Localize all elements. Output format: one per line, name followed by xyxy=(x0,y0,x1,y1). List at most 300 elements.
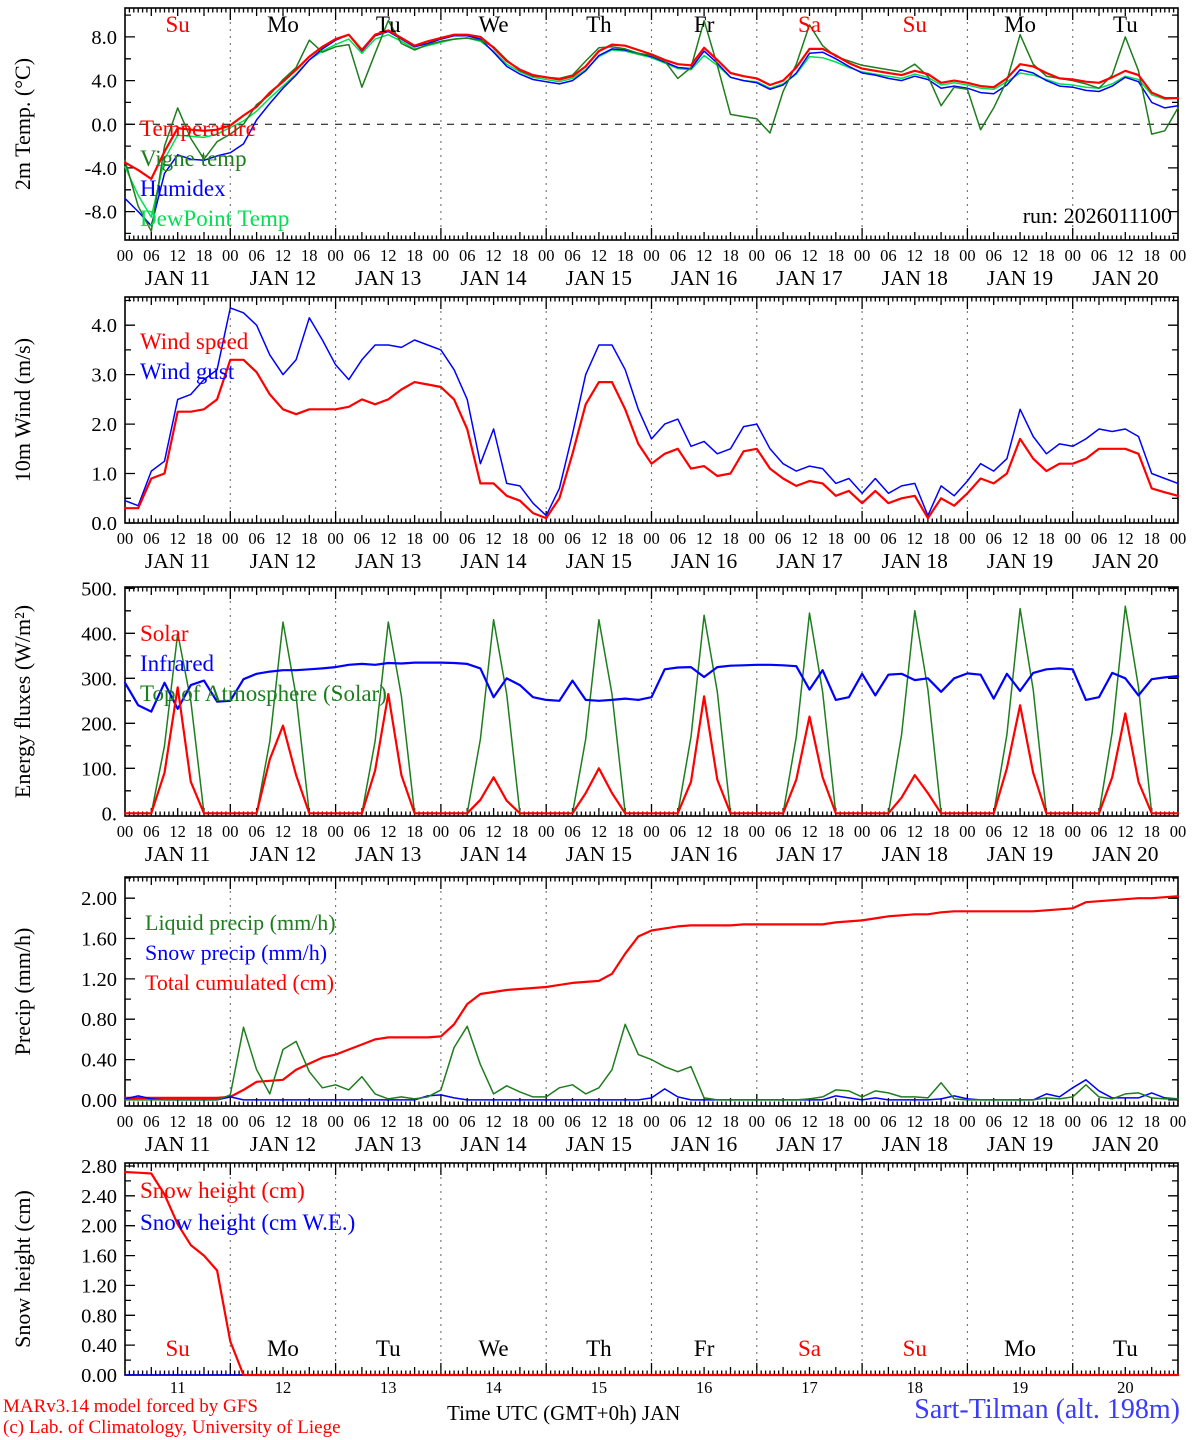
date-label: JAN 18 xyxy=(881,549,948,573)
hour-labels xyxy=(117,529,1187,548)
hour-tick-label: 12 xyxy=(1011,822,1029,841)
hour-tick-label: 00 xyxy=(748,1112,766,1131)
date-label: JAN 12 xyxy=(249,549,317,573)
hour-tick-label: 06 xyxy=(458,1112,476,1131)
hour-tick-label: 00 xyxy=(537,529,555,548)
hour-tick-label: 18 xyxy=(932,529,950,548)
hour-tick-label: 18 xyxy=(195,529,213,548)
hour-tick-label: 18 xyxy=(195,822,213,841)
hour-tick-label: 00 xyxy=(537,246,555,265)
hour-tick-label: 06 xyxy=(1090,1112,1108,1131)
y-tick-label: 2.80 xyxy=(81,1155,117,1178)
hour-tick-label: 12 xyxy=(590,822,608,841)
y-tick-labels xyxy=(81,578,117,825)
legend-wind xyxy=(140,329,249,384)
y-tick-label: 8.0 xyxy=(91,26,117,49)
y-axis-title: Energy fluxes (W/m²) xyxy=(10,604,35,799)
hour-tick-label: 06 xyxy=(248,529,265,548)
hour-tick-label: 00 xyxy=(748,246,766,265)
hour-tick-label: 00 xyxy=(1169,246,1187,265)
y-tick-label: 300. xyxy=(81,668,117,691)
date-label: JAN 20 xyxy=(1092,549,1159,573)
y-tick-labels xyxy=(91,315,117,535)
hour-tick-label: 00 xyxy=(853,1112,871,1131)
hour-tick-label: 06 xyxy=(458,822,476,841)
hour-tick-label: 18 xyxy=(511,822,529,841)
weekday-label: We xyxy=(478,1336,509,1361)
weekday-label: We xyxy=(478,12,509,37)
hour-tick-label: 06 xyxy=(985,822,1002,841)
hour-tick-label: 06 xyxy=(985,246,1002,265)
day-number-label: 17 xyxy=(801,1378,818,1397)
hour-tick-label: 18 xyxy=(1038,246,1055,265)
y-tick-labels xyxy=(85,27,117,224)
hour-tick-label: 12 xyxy=(485,1112,502,1131)
hour-tick-label: 06 xyxy=(669,246,687,265)
hour-tick-label: 06 xyxy=(880,246,897,265)
y-tick-label: 0.00 xyxy=(81,1365,117,1387)
hour-tick-label: 12 xyxy=(485,246,502,265)
date-labels xyxy=(145,549,1159,573)
hour-tick-label: 18 xyxy=(301,822,318,841)
y-tick-label: 2.40 xyxy=(81,1185,117,1208)
hour-tick-label: 12 xyxy=(169,246,186,265)
weekday-label: Su xyxy=(165,1336,190,1361)
hour-tick-label: 06 xyxy=(880,1112,897,1131)
hour-tick-label: 18 xyxy=(932,822,950,841)
legend-precipitation xyxy=(145,910,336,995)
hour-tick-label: 00 xyxy=(116,529,134,548)
hour-tick-label: 18 xyxy=(616,1112,634,1131)
date-label: JAN 19 xyxy=(986,266,1054,290)
legend-snow_height xyxy=(140,1178,355,1235)
panel-precipitation xyxy=(10,877,1186,1156)
day-number-label: 12 xyxy=(274,1378,292,1397)
date-label: JAN 11 xyxy=(144,842,211,866)
hour-tick-label: 00 xyxy=(853,822,871,841)
date-label: JAN 12 xyxy=(249,1132,317,1156)
hour-tick-label: 06 xyxy=(143,529,160,548)
hour-tick-label: 12 xyxy=(1117,246,1134,265)
hour-tick-label: 00 xyxy=(1169,1112,1187,1131)
hour-tick-label: 18 xyxy=(722,822,739,841)
y-tick-label: 0.0 xyxy=(91,114,117,137)
hour-tick-label: 12 xyxy=(169,529,186,548)
hour-tick-label: 00 xyxy=(853,529,871,548)
hour-tick-label: 12 xyxy=(695,529,713,548)
hour-labels xyxy=(117,246,1187,265)
hour-tick-label: 06 xyxy=(143,246,160,265)
hour-tick-label: 18 xyxy=(722,1112,739,1131)
y-tick-label: 1.60 xyxy=(81,1245,117,1268)
hour-tick-label: 18 xyxy=(932,246,950,265)
date-label: JAN 12 xyxy=(249,266,317,290)
legend-label-snow-height-cm-w-e-: Snow height (cm W.E.) xyxy=(140,1210,356,1235)
time-axis-title: Time UTC (GMT+0h) JAN xyxy=(447,1401,681,1425)
hour-tick-label: 12 xyxy=(380,1112,397,1131)
hour-tick-label: 18 xyxy=(616,246,634,265)
y-tick-label: 0.80 xyxy=(81,1305,117,1328)
day-number-label: 16 xyxy=(695,1378,713,1397)
legend-label-humidex: Humidex xyxy=(140,176,226,201)
hour-tick-label: 00 xyxy=(222,1112,239,1131)
legend-label-wind-speed: Wind speed xyxy=(140,329,249,354)
hour-tick-label: 06 xyxy=(248,1112,265,1131)
hour-tick-label: 00 xyxy=(748,529,766,548)
weekday-label: Tu xyxy=(1112,12,1138,37)
hour-tick-label: 12 xyxy=(1117,1112,1134,1131)
legend-label-wind-gust: Wind gust xyxy=(140,359,235,384)
hour-tick-label: 06 xyxy=(248,246,265,265)
hour-tick-label: 06 xyxy=(353,1112,371,1131)
hour-tick-label: 00 xyxy=(116,1112,134,1131)
date-label: JAN 19 xyxy=(986,1132,1054,1156)
y-tick-labels xyxy=(81,1156,117,1387)
weekday-label: Fr xyxy=(693,1336,715,1361)
hour-tick-label: 06 xyxy=(985,1112,1002,1131)
hour-tick-label: 18 xyxy=(827,1112,845,1131)
hour-tick-label: 12 xyxy=(380,529,397,548)
hour-tick-label: 06 xyxy=(248,822,265,841)
hour-tick-label: 00 xyxy=(1064,1112,1081,1131)
series-vigne-temp xyxy=(125,21,1178,232)
hour-tick-label: 06 xyxy=(669,822,687,841)
hour-tick-label: 12 xyxy=(906,246,923,265)
date-label: JAN 14 xyxy=(460,1132,527,1156)
hour-tick-label: 12 xyxy=(695,1112,713,1131)
hour-tick-label: 18 xyxy=(195,246,213,265)
y-tick-label: 1.20 xyxy=(81,968,117,991)
legend-label-vigne-temp: Vigne temp xyxy=(140,146,247,171)
hour-tick-label: 18 xyxy=(195,1112,213,1131)
hour-tick-label: 12 xyxy=(1011,529,1029,548)
day-number-label: 19 xyxy=(1011,1378,1029,1397)
date-label: JAN 16 xyxy=(671,1132,738,1156)
date-label: JAN 11 xyxy=(144,1132,211,1156)
date-label: JAN 19 xyxy=(986,842,1054,866)
hour-tick-label: 06 xyxy=(458,246,476,265)
date-label: JAN 20 xyxy=(1092,1132,1159,1156)
legend-temperature xyxy=(140,116,289,231)
date-label: JAN 15 xyxy=(565,1132,632,1156)
hour-tick-label: 18 xyxy=(1143,822,1160,841)
y-tick-label: 4.0 xyxy=(91,70,117,93)
hour-tick-label: 12 xyxy=(274,529,292,548)
hour-tick-label: 18 xyxy=(616,822,634,841)
hour-tick-label: 18 xyxy=(932,1112,950,1131)
y-axis-title: 10m Wind (m/s) xyxy=(10,337,35,483)
legend-label-temperature: Temperature xyxy=(140,116,256,141)
date-label: JAN 17 xyxy=(776,1132,843,1156)
hour-tick-label: 00 xyxy=(1169,822,1187,841)
date-label: JAN 16 xyxy=(671,266,738,290)
y-tick-label: 0.00 xyxy=(81,1089,117,1112)
hour-tick-label: 06 xyxy=(1090,529,1108,548)
hour-tick-label: 18 xyxy=(511,529,529,548)
y-tick-label: 4.0 xyxy=(91,315,117,338)
date-labels xyxy=(145,266,1159,290)
hour-tick-label: 18 xyxy=(1038,529,1055,548)
hour-tick-label: 06 xyxy=(880,822,897,841)
date-label: JAN 15 xyxy=(565,842,632,866)
day-number-label: 14 xyxy=(485,1378,502,1397)
date-label: JAN 15 xyxy=(565,266,632,290)
weekday-label: Sa xyxy=(797,12,821,37)
y-tick-labels xyxy=(81,888,117,1112)
day-number-label: 20 xyxy=(1117,1378,1134,1397)
hour-tick-label: 00 xyxy=(432,822,450,841)
weekday-label: Mo xyxy=(1004,12,1037,37)
weekday-label: Su xyxy=(165,12,190,37)
panel-energy_fluxes xyxy=(10,578,1186,866)
hour-tick-label: 12 xyxy=(1117,822,1134,841)
hour-tick-label: 00 xyxy=(537,1112,555,1131)
date-label: JAN 14 xyxy=(460,549,527,573)
legend-label-total-cumulated-cm-: Total cumulated (cm) xyxy=(145,970,335,995)
hour-tick-label: 18 xyxy=(616,529,634,548)
day-number-label: 18 xyxy=(906,1378,923,1397)
hour-tick-label: 18 xyxy=(511,246,529,265)
hour-tick-label: 00 xyxy=(959,822,976,841)
hour-tick-label: 12 xyxy=(274,822,292,841)
legend-label-infrared: Infrared xyxy=(140,651,215,676)
legend-label-liquid-precip-mm-h-: Liquid precip (mm/h) xyxy=(145,910,336,935)
hour-tick-label: 12 xyxy=(801,822,818,841)
hour-tick-label: 00 xyxy=(537,822,555,841)
hour-tick-label: 12 xyxy=(590,529,608,548)
hour-tick-label: 12 xyxy=(695,822,713,841)
date-label: JAN 19 xyxy=(986,549,1054,573)
hour-tick-label: 00 xyxy=(432,1112,450,1131)
y-tick-label: 0.80 xyxy=(81,1009,117,1032)
date-label: JAN 14 xyxy=(460,842,527,866)
hour-tick-label: 06 xyxy=(353,529,371,548)
hour-tick-label: 12 xyxy=(380,822,397,841)
hour-tick-label: 18 xyxy=(301,529,318,548)
date-label: JAN 18 xyxy=(881,266,948,290)
weekday-label: Sa xyxy=(797,1336,821,1361)
date-label: JAN 13 xyxy=(355,549,422,573)
date-label: JAN 17 xyxy=(776,549,843,573)
hour-tick-label: 12 xyxy=(169,1112,186,1131)
hour-tick-label: 00 xyxy=(959,1112,976,1131)
y-tick-label: 1.0 xyxy=(91,463,117,486)
hour-tick-label: 12 xyxy=(801,246,818,265)
hour-tick-label: 00 xyxy=(222,246,239,265)
date-label: JAN 17 xyxy=(776,842,843,866)
hour-tick-label: 12 xyxy=(801,529,818,548)
hour-tick-label: 06 xyxy=(774,822,792,841)
weekday-label: Tu xyxy=(375,12,401,37)
hour-tick-label: 18 xyxy=(406,246,423,265)
hour-tick-label: 00 xyxy=(959,246,976,265)
hour-tick-label: 12 xyxy=(169,822,186,841)
hour-tick-label: 06 xyxy=(353,822,371,841)
hour-tick-label: 18 xyxy=(722,246,739,265)
y-tick-label: 100. xyxy=(81,758,117,781)
y-tick-label: 2.00 xyxy=(81,888,117,911)
hour-tick-label: 06 xyxy=(880,529,897,548)
legend-label-snow-precip-mm-h-: Snow precip (mm/h) xyxy=(145,940,328,965)
legend-label-snow-height-cm-: Snow height (cm) xyxy=(140,1178,305,1203)
hour-tick-label: 06 xyxy=(353,246,371,265)
hour-tick-label: 18 xyxy=(1143,1112,1160,1131)
date-label: JAN 14 xyxy=(460,266,527,290)
date-label: JAN 20 xyxy=(1092,842,1159,866)
hour-tick-label: 06 xyxy=(669,529,687,548)
hour-tick-label: 18 xyxy=(406,822,423,841)
y-tick-label: 0.40 xyxy=(81,1049,117,1072)
series-dewpoint-temp xyxy=(125,35,1178,217)
weekday-label: Th xyxy=(586,12,612,37)
hour-tick-label: 00 xyxy=(1064,529,1081,548)
y-tick-label: -8.0 xyxy=(84,201,117,224)
hour-tick-label: 12 xyxy=(590,246,608,265)
hour-tick-label: 12 xyxy=(590,1112,608,1131)
y-tick-label: 3.0 xyxy=(91,364,117,387)
hour-tick-label: 18 xyxy=(827,822,845,841)
weekday-label: Su xyxy=(902,12,927,37)
hour-tick-label: 00 xyxy=(643,246,660,265)
hour-tick-label: 00 xyxy=(1064,822,1081,841)
y-tick-label: 0.40 xyxy=(81,1335,117,1358)
hour-tick-label: 00 xyxy=(222,822,239,841)
hour-tick-label: 00 xyxy=(327,822,344,841)
hour-labels xyxy=(117,822,1187,841)
hour-tick-label: 18 xyxy=(827,529,845,548)
hour-tick-label: 18 xyxy=(1143,246,1160,265)
hour-tick-label: 18 xyxy=(1143,529,1160,548)
hour-tick-label: 18 xyxy=(827,246,845,265)
hour-tick-label: 18 xyxy=(301,246,318,265)
hour-tick-label: 18 xyxy=(722,529,739,548)
hour-tick-label: 06 xyxy=(774,1112,792,1131)
legend-label-solar: Solar xyxy=(140,621,189,646)
hour-tick-label: 18 xyxy=(406,1112,423,1131)
date-label: JAN 12 xyxy=(249,842,317,866)
panel-snow_height xyxy=(10,1156,1178,1397)
hour-tick-label: 00 xyxy=(432,246,450,265)
y-tick-label: 0.0 xyxy=(91,513,117,535)
hour-tick-label: 06 xyxy=(564,1112,581,1131)
hour-tick-label: 06 xyxy=(143,822,160,841)
day-number-label: 13 xyxy=(380,1378,397,1397)
hour-tick-label: 00 xyxy=(1169,529,1187,548)
hour-tick-label: 06 xyxy=(1090,246,1108,265)
legend-label-dewpoint-temp: DewPoint Temp xyxy=(140,206,290,231)
hour-tick-label: 12 xyxy=(1011,246,1029,265)
hour-tick-label: 12 xyxy=(1117,529,1134,548)
y-tick-label: 2.00 xyxy=(81,1215,117,1238)
date-label: JAN 15 xyxy=(565,549,632,573)
panel-temperature xyxy=(10,8,1186,290)
hour-tick-label: 18 xyxy=(406,529,423,548)
hour-tick-label: 12 xyxy=(906,822,923,841)
hour-tick-label: 06 xyxy=(774,529,792,548)
hour-tick-label: 00 xyxy=(222,529,239,548)
hour-labels xyxy=(117,1112,1187,1131)
hour-tick-label: 06 xyxy=(669,1112,687,1131)
hour-tick-label: 00 xyxy=(853,246,871,265)
date-label: JAN 17 xyxy=(776,266,843,290)
hour-tick-label: 00 xyxy=(327,529,344,548)
y-tick-label: 1.20 xyxy=(81,1275,117,1298)
hour-tick-label: 00 xyxy=(432,529,450,548)
hour-tick-label: 06 xyxy=(564,822,581,841)
legend-label-top-of-atmosphere-solar-: Top of Atmosphere (Solar) xyxy=(140,681,387,706)
hour-tick-label: 00 xyxy=(959,529,976,548)
date-label: JAN 16 xyxy=(671,842,738,866)
weekday-label: Tu xyxy=(375,1336,401,1361)
hour-tick-label: 12 xyxy=(801,1112,818,1131)
date-label: JAN 20 xyxy=(1092,266,1159,290)
model-credit-line: MARv3.14 model forced by GFS xyxy=(3,1396,258,1417)
y-tick-label: 500. xyxy=(81,578,117,601)
hour-tick-label: 00 xyxy=(116,822,134,841)
hour-tick-label: 12 xyxy=(1011,1112,1029,1131)
y-axis-title: Precip (mm/h) xyxy=(10,927,35,1056)
weekday-label: Mo xyxy=(266,12,299,37)
y-tick-label: 1.60 xyxy=(81,928,117,951)
y-tick-label: 2.0 xyxy=(91,414,117,437)
weekday-label: Mo xyxy=(1004,1336,1037,1361)
hour-tick-label: 12 xyxy=(274,1112,292,1131)
hour-tick-label: 06 xyxy=(564,246,581,265)
y-axis-title: 2m Temp. (°C) xyxy=(10,57,35,191)
panel-wind xyxy=(10,297,1186,573)
hour-tick-label: 06 xyxy=(1090,822,1108,841)
hour-tick-label: 00 xyxy=(748,822,766,841)
station-title: Sart-Tilman (alt. 198m) xyxy=(914,1394,1180,1425)
hour-tick-label: 00 xyxy=(643,529,660,548)
hour-tick-label: 06 xyxy=(985,529,1002,548)
hour-tick-label: 06 xyxy=(774,246,792,265)
weekday-label: Su xyxy=(902,1336,927,1361)
hour-tick-label: 18 xyxy=(301,1112,318,1131)
date-label: JAN 13 xyxy=(355,842,422,866)
hour-tick-label: 00 xyxy=(643,1112,660,1131)
date-label: JAN 11 xyxy=(144,266,211,290)
date-label: JAN 13 xyxy=(355,266,422,290)
y-tick-label: 400. xyxy=(81,623,117,646)
hour-tick-label: 06 xyxy=(564,529,581,548)
hour-tick-label: 00 xyxy=(327,246,344,265)
legend-energy_fluxes xyxy=(140,621,387,706)
hour-tick-label: 18 xyxy=(1038,1112,1055,1131)
hour-tick-label: 12 xyxy=(380,246,397,265)
weekday-label: Tu xyxy=(1112,1336,1138,1361)
hour-tick-label: 00 xyxy=(327,1112,344,1131)
weekday-label: Mo xyxy=(266,1336,299,1361)
y-tick-label: 0. xyxy=(101,803,117,826)
weekday-label: Fr xyxy=(693,12,715,37)
date-label: JAN 18 xyxy=(881,1132,948,1156)
hour-tick-label: 12 xyxy=(906,1112,923,1131)
hour-tick-label: 18 xyxy=(511,1112,529,1131)
date-label: JAN 18 xyxy=(881,842,948,866)
date-label: JAN 13 xyxy=(355,1132,422,1156)
day-number-label: 11 xyxy=(169,1378,186,1397)
y-axis-title: Snow height (cm) xyxy=(10,1190,35,1348)
date-labels xyxy=(145,842,1159,866)
date-label: JAN 11 xyxy=(144,549,211,573)
hour-tick-label: 06 xyxy=(458,529,476,548)
date-labels xyxy=(145,1132,1159,1156)
hour-tick-label: 18 xyxy=(1038,822,1055,841)
hour-tick-label: 00 xyxy=(643,822,660,841)
copyright-line: (c) Lab. of Climatology, University of Liege xyxy=(3,1417,341,1438)
y-tick-label: -4.0 xyxy=(84,157,117,180)
